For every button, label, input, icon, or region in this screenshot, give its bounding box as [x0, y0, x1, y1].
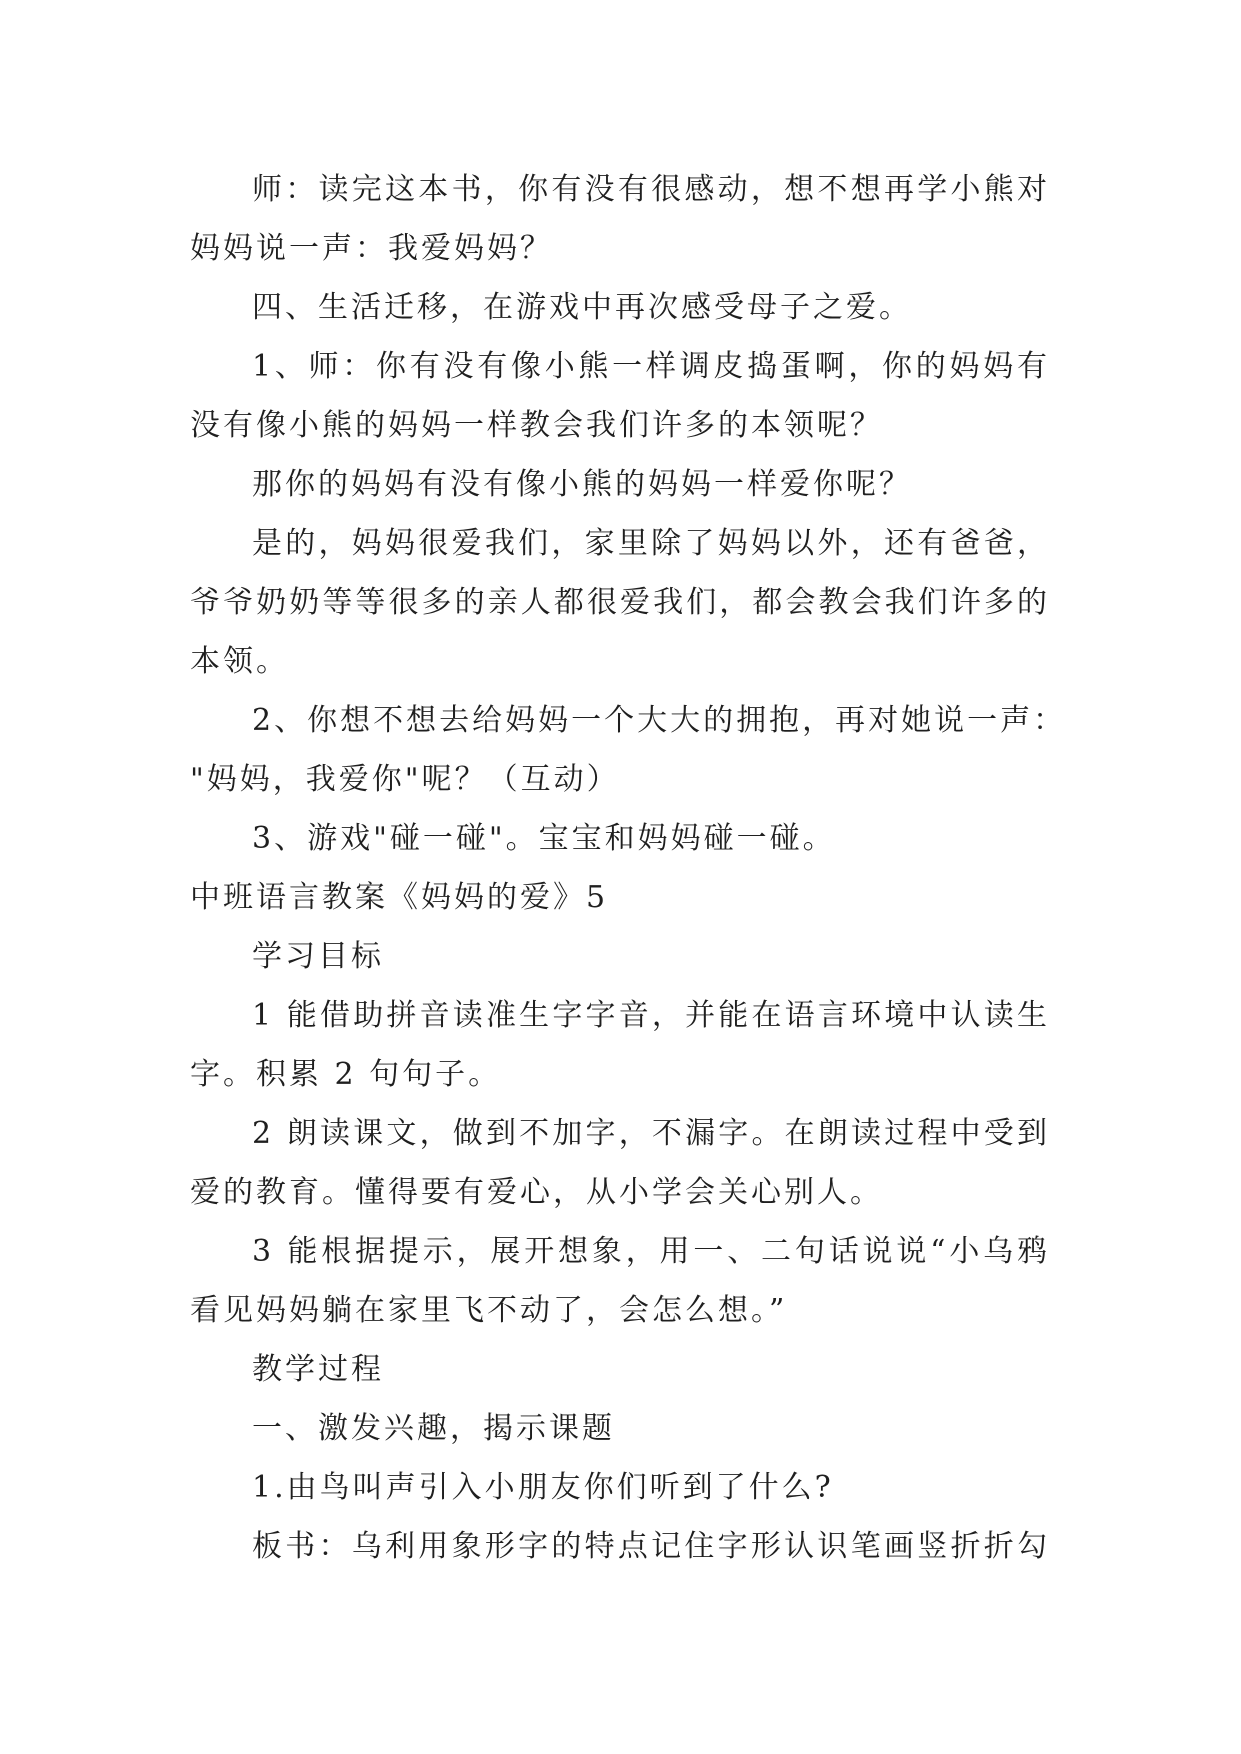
section-heading: 一、激发兴趣，揭示课题 [252, 1411, 615, 1446]
paragraph-line: 1 能借助拼音读准生字字音，并能在语言环境中认读生 [252, 998, 1050, 1033]
paragraph-line: 板书：乌利用象形字的特点记住字形认识笔画竖折折勾 [252, 1529, 1050, 1564]
document-title: 中班语言教案《妈妈的爱》5 [190, 880, 609, 915]
paragraph-line: 爱的教育。懂得要有爱心，从小学会关心别人。 [190, 1175, 883, 1210]
paragraph-line: 那你的妈妈有没有像小熊的妈妈一样爱你呢？ [252, 467, 912, 502]
section-heading: 教学过程 [252, 1352, 384, 1387]
paragraph-line: "妈妈，我爱你"呢？（互动） [190, 762, 620, 797]
paragraph-line: 是的，妈妈很爱我们，家里除了妈妈以外，还有爸爸， [252, 526, 1050, 561]
paragraph-line: 看见妈妈躺在家里飞不动了，会怎么想。” [190, 1293, 788, 1328]
section-heading: 四、生活迁移，在游戏中再次感受母子之爱。 [252, 290, 912, 325]
section-heading: 学习目标 [252, 939, 384, 974]
paragraph-line: 3、游戏"碰一碰"。宝宝和妈妈碰一碰。 [252, 821, 836, 856]
document-body [190, 160, 1067, 1576]
paragraph-line: 本领。 [190, 644, 289, 679]
paragraph-line: 妈妈说一声：我爱妈妈？ [190, 231, 553, 266]
paragraph-line: 师：读完这本书，你有没有很感动，想不想再学小熊对 [252, 172, 1050, 207]
paragraph-line: 2 朗读课文，做到不加字，不漏字。在朗读过程中受到 [252, 1116, 1050, 1151]
paragraph-line: 3 能根据提示，展开想象，用一、二句话说说“小乌鸦 [252, 1234, 1050, 1269]
paragraph-line: 2、你想不想去给妈妈一个大大的拥抱，再对她说一声： [252, 703, 1067, 738]
paragraph-line: 1.由鸟叫声引入小朋友你们听到了什么? [252, 1470, 834, 1505]
paragraph-line: 爷爷奶奶等等很多的亲人都很爱我们，都会教会我们许多的 [190, 585, 1050, 620]
paragraph-line: 没有像小熊的妈妈一样教会我们许多的本领呢？ [190, 408, 883, 443]
paragraph-line: 字。积累 2 句句子。 [190, 1057, 502, 1092]
paragraph-line: 1、师：你有没有像小熊一样调皮捣蛋啊，你的妈妈有 [252, 349, 1050, 384]
